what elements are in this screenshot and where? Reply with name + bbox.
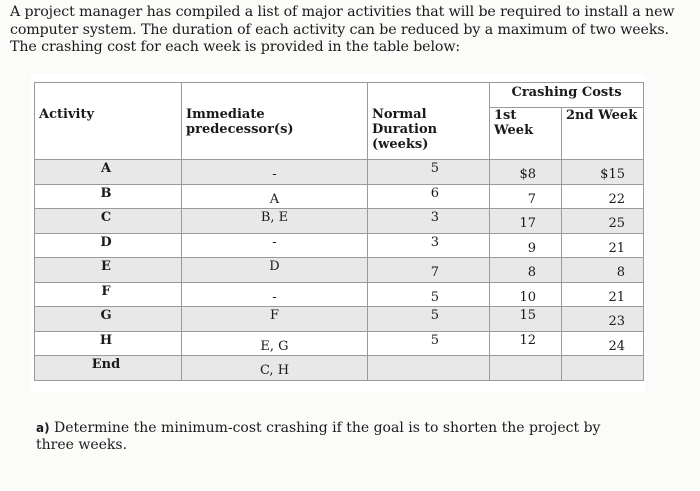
cell-activity: F	[35, 282, 182, 307]
cell-week1: $8	[490, 160, 562, 185]
cell-week2: 21	[562, 282, 644, 307]
cell-duration: 3	[368, 209, 490, 234]
cell-week2: 21	[562, 233, 644, 258]
header-crashing-costs: Crashing Costs	[490, 83, 644, 108]
cell-predecessor: E, G	[182, 331, 368, 356]
cell-predecessor: D	[182, 258, 368, 283]
cell-duration: 7	[368, 258, 490, 283]
header-duration: Normal Duration (weeks)	[368, 83, 490, 160]
cell-predecessor: B, E	[182, 209, 368, 234]
header-week1: 1st Week	[490, 108, 562, 160]
cell-duration	[368, 356, 490, 381]
table-row	[35, 356, 644, 381]
cell-duration: 5	[368, 282, 490, 307]
cell-predecessor: A	[182, 184, 368, 209]
cell-predecessor: -	[182, 233, 368, 258]
cell-week1: 9	[490, 233, 562, 258]
cell-week1: 17	[490, 209, 562, 234]
cell-week1: 10	[490, 282, 562, 307]
table-row	[35, 184, 644, 209]
cell-activity: H	[35, 331, 182, 356]
cell-activity: G	[35, 307, 182, 332]
problem-intro: A project manager has compiled a list of major activities that will be required to install a new computer system. The duration of each activity can be reduced by a maximum of two weeks. The crashing cost for each week is provided in the table below:	[10, 4, 675, 55]
cell-week1: 12	[490, 331, 562, 356]
cell-week1: 15	[490, 307, 562, 332]
header-predecessor: Immediate predecessor(s)	[182, 83, 368, 160]
cell-predecessor: -	[182, 160, 368, 185]
cell-activity: C	[35, 209, 182, 234]
cell-week2: 22	[562, 184, 644, 209]
table-row	[35, 258, 644, 283]
table-row	[35, 160, 644, 185]
cell-activity: E	[35, 258, 182, 283]
cell-predecessor: F	[182, 307, 368, 332]
cell-week1: 7	[490, 184, 562, 209]
cell-week1: 8	[490, 258, 562, 283]
cell-duration: 5	[368, 331, 490, 356]
cell-predecessor: C, H	[182, 356, 368, 381]
cell-week2: $15	[562, 160, 644, 185]
cell-duration: 5	[368, 307, 490, 332]
cell-duration: 3	[368, 233, 490, 258]
header-activity: Activity	[35, 83, 182, 160]
cell-duration: 5	[368, 160, 490, 185]
cell-week2: 8	[562, 258, 644, 283]
cell-duration: 6	[368, 184, 490, 209]
table-row	[35, 331, 644, 356]
table-row	[35, 307, 644, 332]
table-row	[35, 233, 644, 258]
cell-week2: 23	[562, 307, 644, 332]
cell-activity: D	[35, 233, 182, 258]
crashing-cost-table	[34, 82, 644, 381]
cell-activity: End	[35, 356, 182, 381]
table-row	[35, 209, 644, 234]
question-label: a)	[36, 421, 50, 435]
cell-week1	[490, 356, 562, 381]
question-a	[36, 420, 636, 454]
cell-activity: A	[35, 160, 182, 185]
cell-week2: 24	[562, 331, 644, 356]
cell-week2: 25	[562, 209, 644, 234]
table-body	[35, 160, 644, 381]
cell-week2	[562, 356, 644, 381]
question-text: Determine the minimum-cost crashing if the goal is to shorten the project by three weeks.	[36, 420, 601, 453]
table-row	[35, 282, 644, 307]
cell-predecessor: -	[182, 282, 368, 307]
cell-activity: B	[35, 184, 182, 209]
header-week2: 2nd Week	[562, 108, 644, 160]
